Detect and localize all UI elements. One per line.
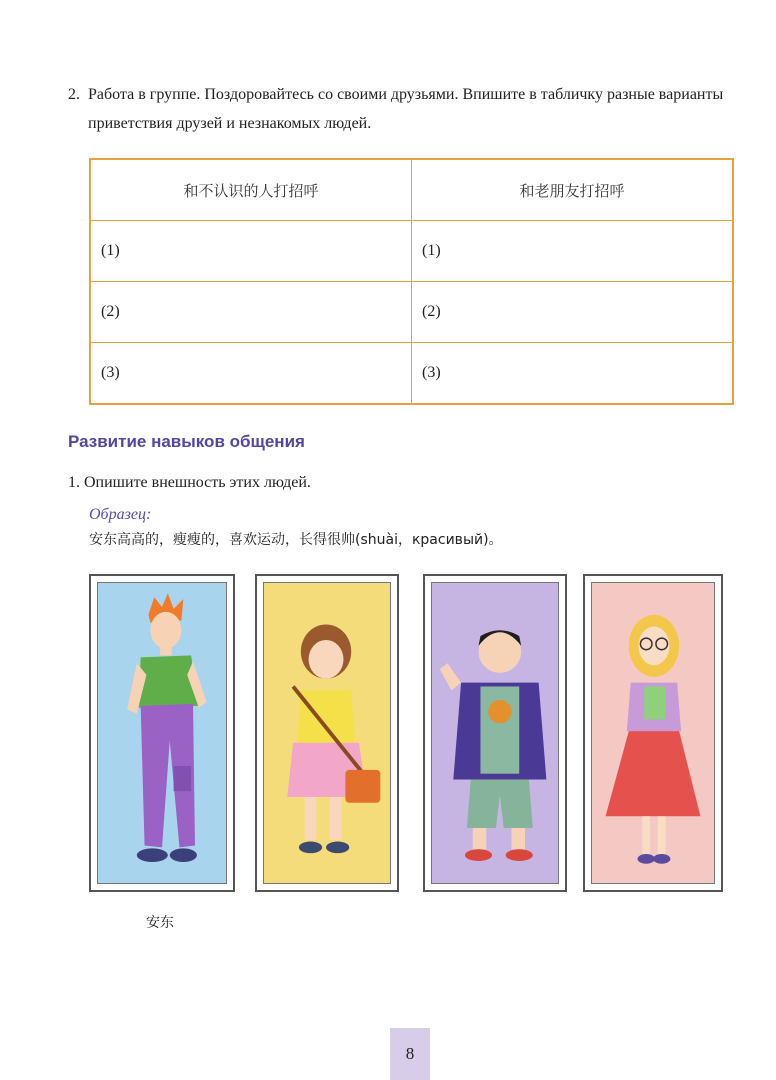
caption-anton: 安东 <box>146 915 174 931</box>
section-title: Развитие навыков общения <box>68 432 305 451</box>
table-cell[interactable]: (3) <box>412 343 734 405</box>
card-background <box>97 582 227 884</box>
task-2 <box>68 80 748 138</box>
table-row <box>90 343 733 405</box>
chubby-boy-illustration <box>432 583 558 883</box>
table-header-row <box>90 159 733 221</box>
card-background <box>591 582 715 884</box>
tall-boy-illustration <box>98 583 226 883</box>
illustration-card-chubby-boy <box>423 574 567 892</box>
greeting-table <box>89 158 734 405</box>
task-2-line-1: Работа в группе. Поздоровайтесь со своими друзьями. Впишите в табличку разные варианты <box>88 86 724 103</box>
table-cell[interactable]: (2) <box>412 282 734 343</box>
card-background <box>263 582 391 884</box>
table-cell[interactable]: (3) <box>90 343 412 405</box>
table-row <box>90 221 733 282</box>
task-1-number: 1. <box>68 474 80 491</box>
task-1-text: Опишите внешность этих людей. <box>84 474 311 491</box>
header-friends: 和老朋友打招呼 <box>412 159 734 221</box>
sample-label: Образец: <box>89 506 152 523</box>
sample-text: 安东高高的，瘦瘦的，喜欢运动，长得很帅(shuài，красивый)。 <box>89 532 503 548</box>
task-2-number: 2. <box>68 86 80 103</box>
illustration-card-tall-boy <box>89 574 235 892</box>
header-strangers: 和不认识的人打招呼 <box>90 159 412 221</box>
table-row <box>90 282 733 343</box>
table-cell[interactable]: (1) <box>90 221 412 282</box>
table-cell[interactable]: (1) <box>412 221 734 282</box>
illustration-card-girl-glasses <box>583 574 723 892</box>
table-cell[interactable]: (2) <box>90 282 412 343</box>
task-1 <box>68 474 311 492</box>
task-2-line-2: приветствия друзей и незнакомых людей. <box>88 115 372 132</box>
illustration-card-girl-bag <box>255 574 399 892</box>
girl-bag-illustration <box>264 583 390 883</box>
card-background <box>431 582 559 884</box>
page-number: 8 <box>390 1028 430 1080</box>
girl-glasses-illustration <box>592 583 714 883</box>
